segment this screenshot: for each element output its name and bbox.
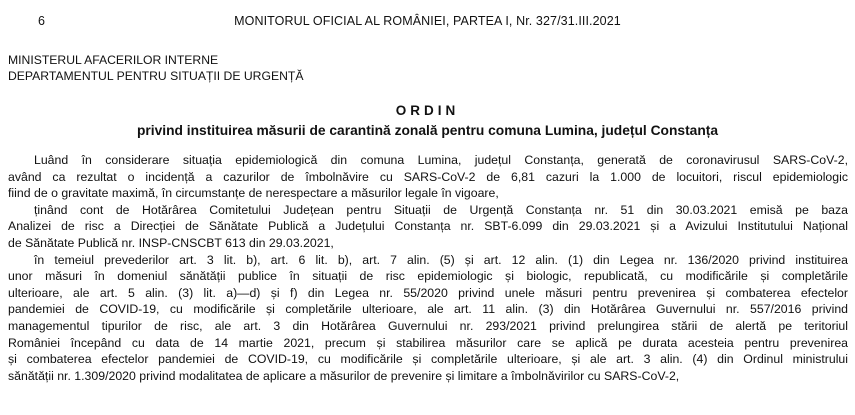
body-line: de Sănătate Publică nr. INSP-CNSCBT 613 din 29.03.2021, <box>8 235 334 250</box>
body-line: României începând cu data de 14 martie 2021, precum și stabilirea măsurilor care se aplică pe durata acesteia pentru prevenirea <box>8 335 848 350</box>
document-title: ORDIN <box>395 103 460 118</box>
body-line: având ca rezultat o incidență a cazurilor de îmbolnăvire cu SARS-CoV-2 de 6,81 cazuri la 1.000 de locuitori, riscul epidemiologic <box>8 169 848 184</box>
body-line: și combaterea efectelor pandemiei de COVID-19, cu modificările și completările ulterioare, și ale art. 3 alin. (4) din Ordinul ministrului <box>8 352 848 367</box>
body-line: fiind de o gravitate maximă, în circumstanțe de nerespectare a măsurilor legale în vigoare, <box>8 186 499 201</box>
body-line: managementul tipurilor de risc, ale art. 3 din Hotărârea Guvernului nr. 293/2021 privind prelungirea stării de alertă pe teritoriul <box>8 318 848 333</box>
issuer-block <box>8 52 303 84</box>
body-line: unor măsuri în domeniul sănătății publice în situații de risc epidemiologic și biologic, republicată, cu modificările și completările <box>8 269 848 284</box>
department-name: DEPARTAMENTUL PENTRU SITUAȚII DE URGENȚĂ <box>8 69 304 83</box>
document-body <box>8 152 848 384</box>
body-line: Luând în considerare situația epidemiologică din comuna Lumina, județul Constanța, generată de coronavirusul SARS-CoV-2, <box>34 153 848 167</box>
body-line: sănătății nr. 1.309/2020 privind modalitatea de aplicare a măsurilor de prevenire și limitare a îmbolnăvirilor cu SARS-CoV-2, <box>8 368 680 383</box>
body-line: în temeiul prevederilor art. 3 lit. b), art. 6 lit. b), art. 7 alin. (5) și art. 12 alin. (1) din Legea nr. 136/2020 privind instituirea <box>34 252 848 267</box>
document-subtitle: privind instituirea măsurii de carantină zonală pentru comuna Lumina, județul Constanța <box>136 123 719 138</box>
running-title: MONITORUL OFICIAL AL ROMÂNIEI, PARTEA I, Nr. 327/31.III.2021 <box>234 14 621 28</box>
page-number: 6 <box>38 14 45 28</box>
body-line: ținând cont de Hotărârea Comitetului Județean pentru Situații de Urgență Constanța nr. 51 din 30.03.2021 emisă pe baza <box>34 202 848 217</box>
ministry-name: MINISTERUL AFACERILOR INTERNE <box>8 53 219 67</box>
body-line: Analizei de risc a Direcției de Sănătate Publică a Județului Constanța nr. SBT-6.099 din 29.03.2021 și a Avizului Institutului Național <box>8 219 848 234</box>
body-line: pandemiei de COVID-19, cu modificările și completările ulterioare, ale art. 11 alin. (3) din Hotărârea Guvernului nr. 557/2016 privind <box>8 302 848 317</box>
body-line: ulterioare, ale art. 5 alin. (3) lit. a)—d) și f) din Legea nr. 55/2020 privind unele măsuri pentru prevenirea și combaterea efectelor <box>8 285 848 300</box>
